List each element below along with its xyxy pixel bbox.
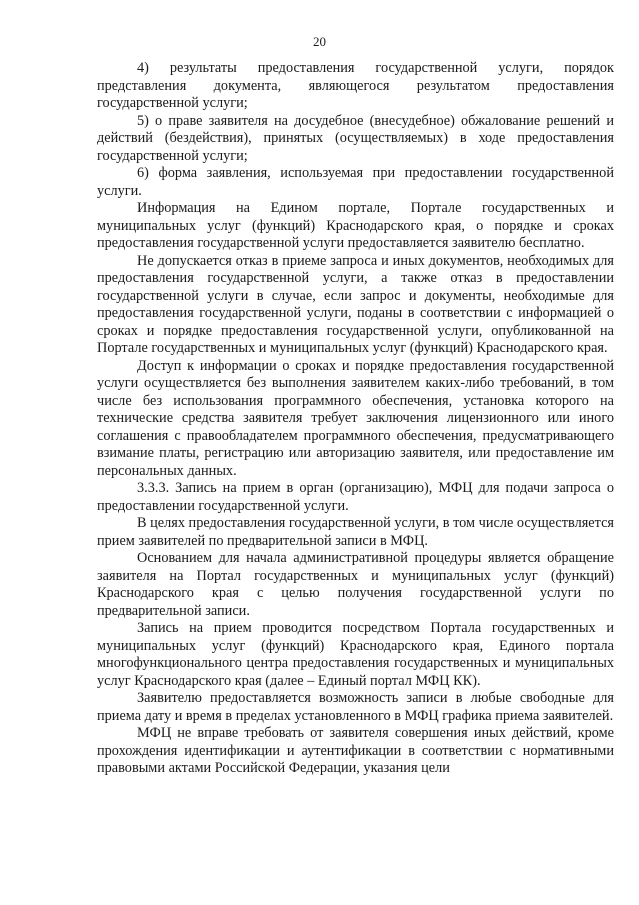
document-body	[97, 60, 614, 778]
paragraph-item-4: 4) результаты предоставления государственной услуги, порядок представления документа, являющегося результатом предоставления государственной услуги;	[97, 60, 614, 111]
paragraph-info-free: Информация на Едином портале, Портале государственных и муниципальных услуг (функций) Краснодарского края, о порядке и сроках предоставления государственной услуги предоставляется заявителю бесплатно.	[97, 200, 614, 251]
paragraph-section-3-3-3: 3.3.3. Запись на прием в орган (организацию), МФЦ для подачи запроса о предоставлении государственной услуги.	[97, 480, 614, 514]
paragraph-appointment: Запись на прием проводится посредством Портала государственных и муниципальных услуг (функций) Краснодарского края, Единого портала многофункционального центра предоставления государственных и муниципальных услуг Краснодарского края (далее – Единый портал МФЦ КК).	[97, 620, 614, 689]
paragraph-free-slots: Заявителю предоставляется возможность записи в любые свободные для приема дату и время в пределах установленного в МФЦ графика приема заявителей.	[97, 690, 614, 724]
paragraph-basis: Основанием для начала административной процедуры является обращение заявителя на Портал государственных и муниципальных услуг (функций) Краснодарского края с целью получения государственной услуги по предварительной записи.	[97, 550, 614, 619]
paragraph-no-refusal: Не допускается отказ в приеме запроса и иных документов, необходимых для предоставления государственной услуги, а также отказ в предоставлении государственной услуги в случае, если запрос и документы, необходимые для предоставления государственной услуги, поданы в соответствии с информацией о сроках и порядке предоставления государственной услуги, опубликованной на Портале государственных и муниципальных услуг (функций) Краснодарского края.	[97, 252, 614, 356]
paragraph-item-5: 5) о праве заявителя на досудебное (внесудебное) обжалование решений и действий (бездействия), принятых (осуществляемых) в ходе предоставления государственной услуги;	[97, 112, 614, 164]
paragraph-access: Доступ к информации о сроках и порядке предоставления государственной услуги осуществляется без выполнения заявителем каких-либо требований, в том числе без использования программного обеспечения, установка которого на технические средства заявителя требует заключения лицензионного или иного соглашения с правообладателем программного обеспечения, предусматривающего взимание платы, регистрацию или авторизацию заявителя, или предоставление им персональных данных.	[97, 357, 614, 479]
paragraph-purpose: В целях предоставления государственной услуги, в том числе осуществляется прием заявителей по предварительной записи в МФЦ.	[97, 515, 614, 549]
paragraph-mfc-not-entitled: МФЦ не вправе требовать от заявителя совершения иных действий, кроме прохождения идентификации и аутентификации в соответствии с нормативными правовыми актами Российской Федерации, указания цели	[97, 725, 614, 776]
page-number: 20	[313, 34, 326, 49]
paragraph-item-6: 6) форма заявления, используемая при предоставлении государственной услуги.	[97, 165, 614, 199]
